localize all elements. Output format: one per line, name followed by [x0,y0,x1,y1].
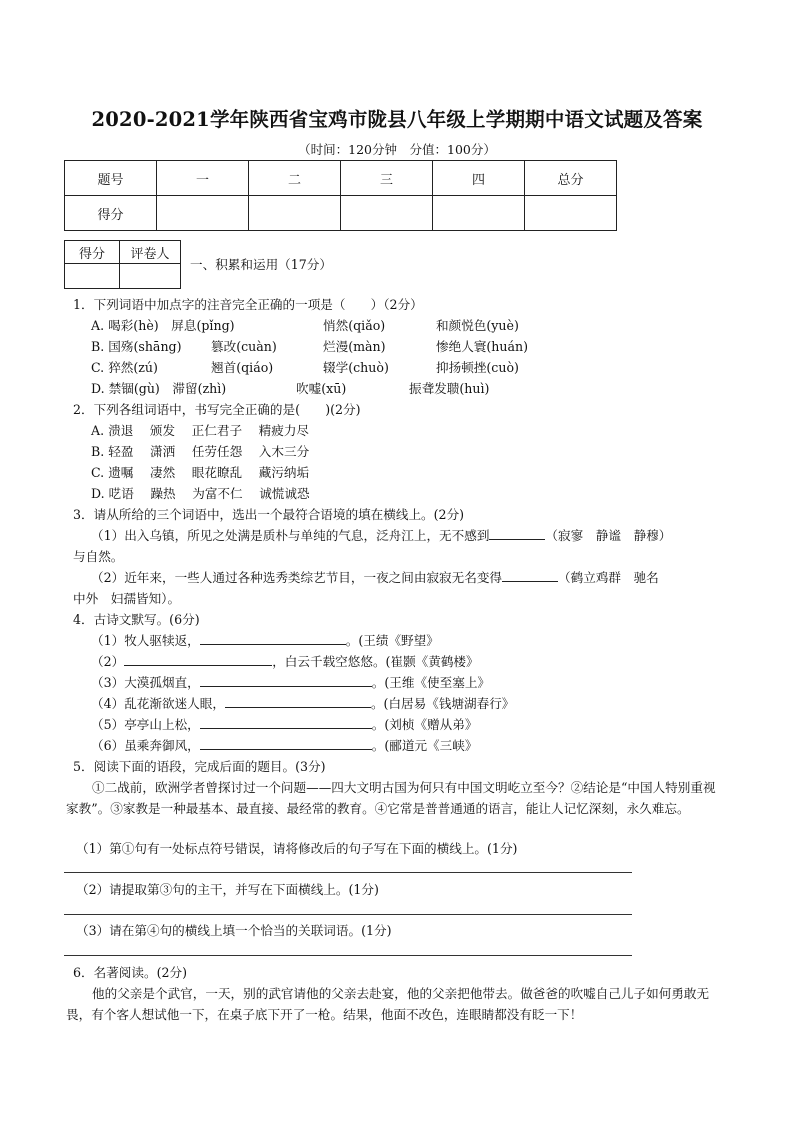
score-header-cell: 一 [157,161,249,196]
q1-option-b-word3: 烂漫(màn) [323,339,386,354]
question-6-stem: 6．名著阅读。(2分) [73,965,188,980]
q4-blank-3[interactable] [200,673,372,687]
q1-option-c-word2: 翘首(qiáo) [211,360,274,375]
score-table-header-row [65,161,617,196]
score-cell [433,196,525,231]
q4-blank-4[interactable] [225,694,371,708]
question-1-stem: 1．下列词语中加点字的注音完全正确的一项是（ ）（2分） [73,297,423,312]
q4-blank-1[interactable] [200,631,346,645]
q4-line-4: （4）乱花渐欲迷人眼， 。(白居易《钱塘湖春行》 [91,696,515,711]
q4-line-3: （3）大漠孤烟直， 。(王维《使至塞上》 [91,675,491,690]
question-3-stem: 3．请从所给的三个词语中，选出一个最符合语境的填在横线上。(2分) [73,507,465,522]
question-5-stem: 5．阅读下面的语段，完成后面的题目。(3分) [73,759,326,774]
score-cell [249,196,341,231]
q1-option-b-word4: 惨绝人寰(huán) [436,339,529,354]
q3-item-2: （2）近年来，一些人通过各种选秀类综艺节目，一夜之间由寂寂无名变得 （鹤立鸡群 驰名 [91,570,659,585]
q1-option-a: A. 喝彩(hè) 屏息(pǐng) [91,318,235,333]
grader-name-cell [120,264,181,289]
q4-blank-2[interactable] [124,652,272,666]
q5-sub-3: （3）请在第④句的横线上填一个恰当的关联词语。(1分) [76,923,392,938]
score-header-cell: 总分 [525,161,617,196]
q1-option-a-word2: 悄然(qiǎo) [323,318,386,333]
q1-option-b-word2: 篡改(cuàn) [211,339,277,354]
q3-item-1: （1）出入乌镇，所见之处满是质朴与单纯的气息，泛舟江上，无不感到 （寂寥 静谧 静穆） [91,528,672,543]
q3-blank-2[interactable] [502,568,558,582]
score-cell [525,196,617,231]
q1-option-c: C. 猝然(zú) [91,360,158,375]
q4-line-2: （2） ，白云千载空悠悠。(崔颢《黄鹤楼》 [91,654,479,669]
q3-item-2-cont: 中外 妇孺皆知）。 [73,591,181,606]
q2-option-c: C. 遗嘱 凄然 眼花瞭乱 藏污纳垢 [91,465,310,480]
q1-option-c-word3: 辍学(chuò) [323,360,389,375]
grader-name-label: 评卷人 [120,241,181,264]
q5-sub-2: （2）请提取第③句的主干，并写在下面横线上。(1分) [76,882,379,897]
score-table [64,160,617,231]
grader-score-label: 得分 [65,241,120,264]
q5-passage: ①二战前，欧洲学者曾探讨过一个问题——四大文明古国为何只有中国文明屹立至今？②结论是“中国人特别重视家教”。③家教是一种最基本、最直接、最经常的教育。④它常是普普通通的语言，能让人记忆深刻，永久难忘。 [66,780,716,816]
score-header-cell: 三 [341,161,433,196]
score-cell [157,196,249,231]
q1-option-d: D. 禁锢(gù) 滞留(zhì) [91,381,227,396]
document-title: 2020-2021学年陕西省宝鸡市陇县八年级上学期期中语文试题及答案 [91,108,703,131]
grader-score-cell [65,264,120,289]
score-table-score-row [65,196,617,231]
q4-line-1: （1）牧人驱犊返， 。(王绩《野望》 [91,633,439,648]
q5-answer-line-2[interactable] [64,914,632,915]
q4-blank-5[interactable] [200,715,372,729]
q1-option-c-word4: 抑扬顿挫(cuò) [436,360,519,375]
score-header-cell: 题号 [65,161,157,196]
q1-option-d-word4: 振聋发聩(huì) [409,381,490,396]
score-row-label: 得分 [65,196,157,231]
q6-passage: 他的父亲是个武官，一天，别的武官请他的父亲去赴宴，他的父亲把他带去。做爸爸的吹嘘自己儿子如何勇敢无畏，有个客人想试他一下，在桌子底下开了一枪。结果，他面不改色，连眼睛都没有眨一下！ [66,986,710,1022]
q2-option-b: B. 轻盈 潇洒 任劳任怨 入木三分 [91,444,310,459]
q3-item-1-cont: 与自然。 [73,549,124,564]
score-header-cell: 二 [249,161,341,196]
q1-option-a-word3: 和颜悦色(yuè) [436,318,519,333]
q4-line-5: （5）亭亭山上松， 。(刘桢《赠从弟》 [91,717,478,732]
exam-time-score: （时间：120分钟 分值：100分） [298,142,496,157]
q1-option-d-word3: 吹嘘(xū) [296,381,347,396]
q1-option-b: B. 国殇(shāng) [91,339,182,354]
q2-option-a: A. 溃退 颁发 正仁君子 精疲力尽 [91,423,310,438]
q5-sub-1: （1）第①句有一处标点符号错误，请将修改后的句子写在下面的横线上。(1分) [76,841,518,856]
question-2-stem: 2．下列各组词语中，书写完全正确的是( )(2分) [73,402,361,417]
q4-line-6: （6）虽乘奔御风， 。(郦道元《三峡》 [91,738,478,753]
score-cell [341,196,433,231]
score-header-cell: 四 [433,161,525,196]
q5-answer-line-3[interactable] [64,955,632,956]
section-heading: 一、积累和运用（17分） [190,257,332,272]
question-4-stem: 4．古诗文默写。(6分) [73,612,200,627]
q5-answer-line-1[interactable] [64,872,632,873]
grader-box [64,240,181,289]
q3-blank-1[interactable] [489,526,545,540]
q4-blank-6[interactable] [200,736,372,750]
q2-option-d: D. 呓语 躁热 为富不仁 诚慌诚恐 [91,486,310,501]
